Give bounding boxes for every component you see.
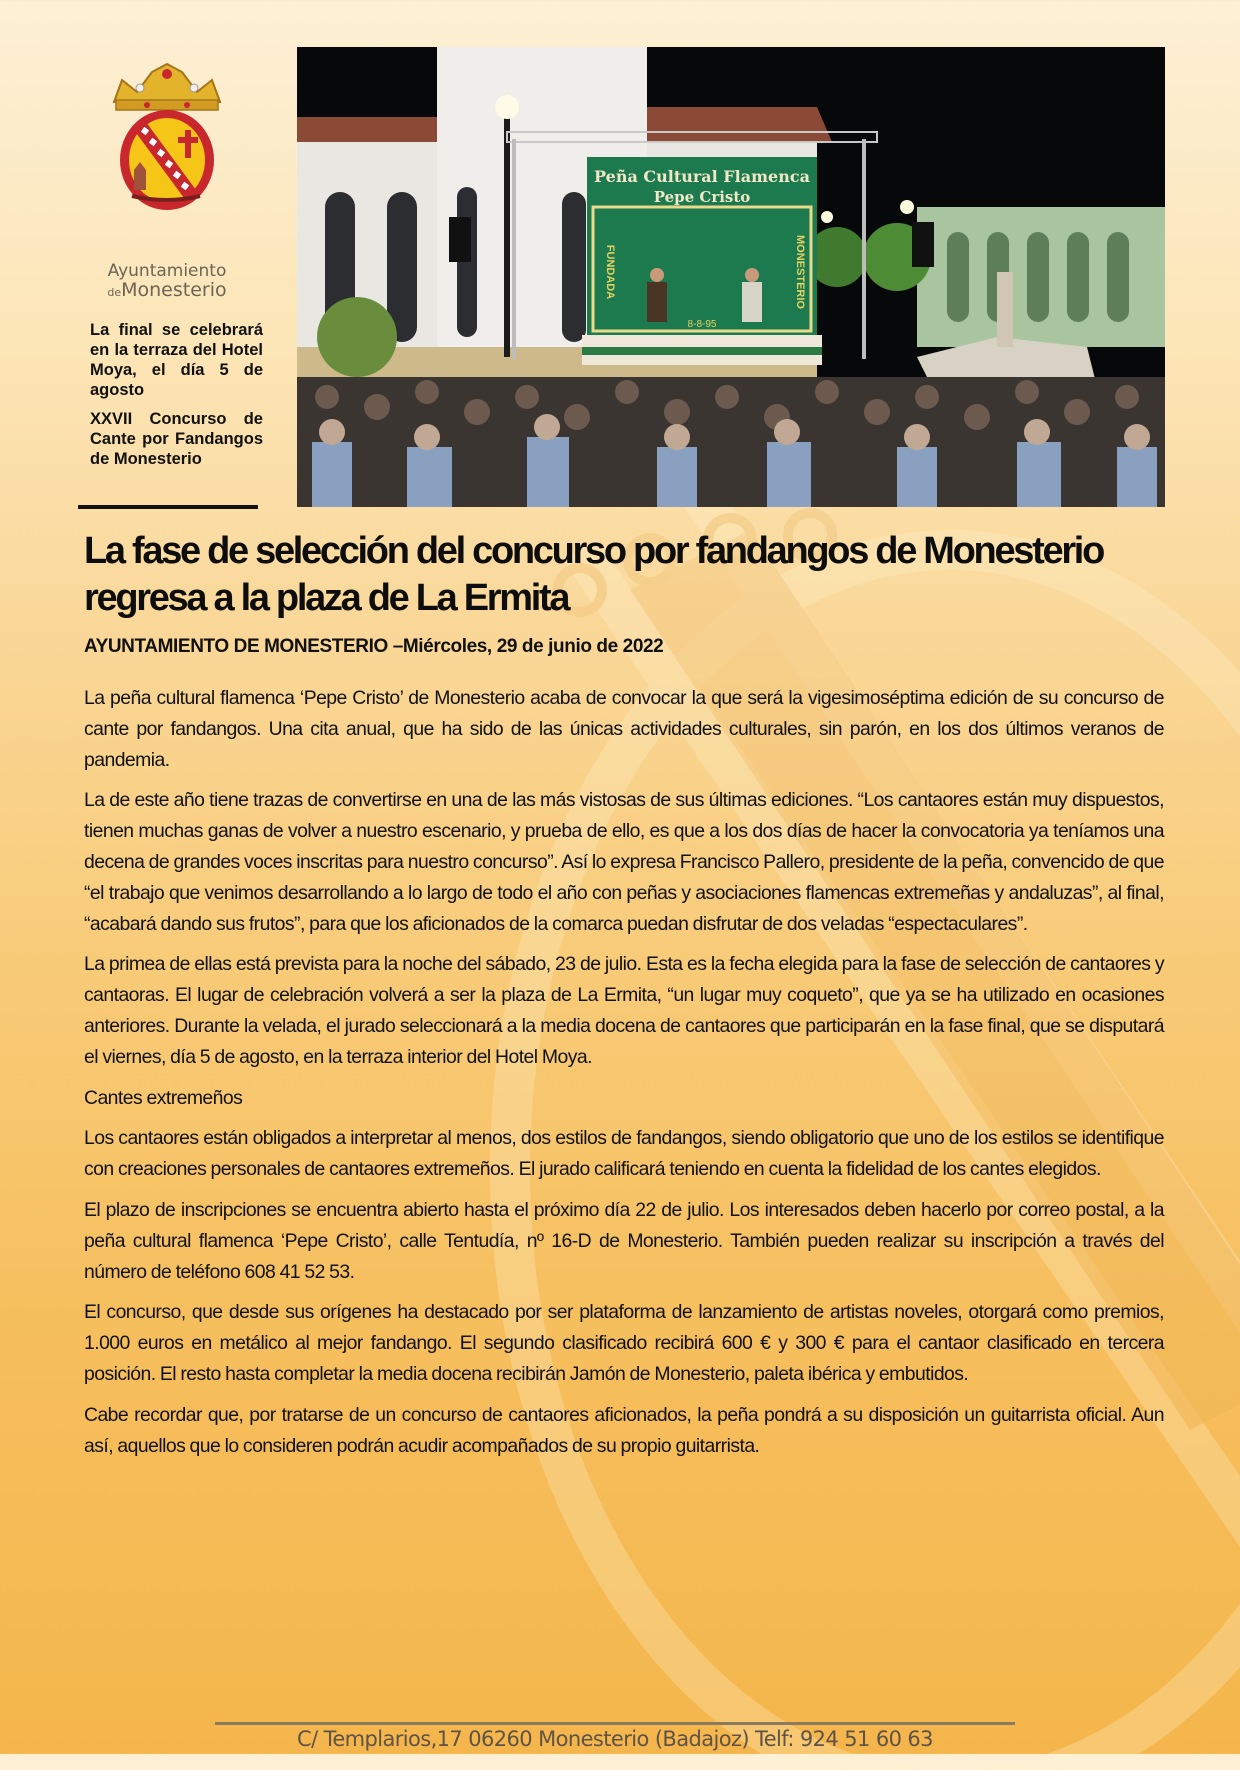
sidebar-note-contest: XXVII Concurso de Cante por Fandangos de Monesterio — [90, 410, 263, 468]
logo-line2 — [82, 281, 252, 302]
banner-subtitle: Pepe Cristo — [653, 188, 751, 206]
crown-icon — [114, 64, 220, 110]
banner-title: Peña Cultural Flamenca — [594, 167, 810, 186]
article-subheading: Cantes extremeños — [84, 1086, 243, 1109]
footer-address: C/ Templarios,17 06260 Monesterio (Badajoz) Telf: 924 51 60 63 — [297, 1727, 933, 1751]
event-photo — [297, 47, 1165, 507]
article-paragraph: Los cantaores están obligados a interpretar al menos, dos estilos de fandangos, siendo obligatorio que uno de los estilos se identifique con creaciones personales de cantaores extremeños. El jurado calificará teniendo en cuenta la fidelidad de los cantes elegidos. — [84, 1127, 1164, 1181]
article-paragraph: El plazo de inscripciones se encuentra abierto hasta el próximo día 22 de julio. Los interesados deben hacerlo por correo postal, a la peña cultural flamenca ‘Pepe Cristo’, calle Tentudía, nº 16-D de Monesterio. También pueden realizar su inscripción a través del número de teléfono 608 41 52 53. — [84, 1198, 1164, 1283]
article-paragraph: El concurso, que desde sus orígenes ha destacado por ser plataforma de lanzamiento de artistas noveles, otorgará como premios, 1.000 euros en metálico al mejor fandango. El segundo clasificado recibirá 600 € y 300 € para el cantaor clasificado en tercera posición. El resto hasta completar la media docena recibirán Jamón de Monesterio, paleta ibérica y embutidos. — [84, 1301, 1164, 1385]
article-paragraph: Cabe recordar que, por tratarse de un concurso de cantaores aficionados, la peña pondrá a su disposición un guitarrista oficial. Aun así, aquellos que lo consideren podrán acudir acompañados de su propio guitarrista. — [84, 1403, 1164, 1457]
event-photo-illustration — [297, 47, 1165, 507]
banner-right-text: MONESTERIO — [794, 235, 806, 309]
article-paragraph: La primea de ellas está prevista para la noche del sábado, 23 de julio. Esta es la fecha elegida para la fase de selección de cantaores y cantaoras. El lugar de celebración volverá a ser la plaza de La Ermita, “un lugar muy coqueto”, que ya se ha utilizado en ocasiones anteriores. Durante la velada, el jurado seleccionará a la media docena de cantaores que participarán en la fase final, que se disputará el viernes, día 5 de agosto, en la terraza interior del Hotel Moya. — [84, 953, 1164, 1068]
article-paragraph: La de este año tiene trazas de convertirse en una de las más vistosas de sus últimas ediciones. “Los cantaores están muy dispuestos, tienen muchas ganas de volver a nuestro escenario, y prueba de ello, es que a los dos días de hacer la convocatoria ya teníamos una decena de grandes voces inscritas para nuestro concurso”. Así lo expresa Francisco Pallero, presidente de la peña, convencido de que “el trabajo que venimos desarrollando a lo largo de todo el año con peñas y asociaciones flamencas extremeñas y andaluzas”, al final, “acabará dando sus frutos”, para que los aficionados de la comarca puedan disfrutar de dos veladas “espectaculares”. — [84, 789, 1164, 935]
stage-banner — [587, 157, 817, 337]
article-paragraph: La peña cultural flamenca ‘Pepe Cristo’ de Monesterio acaba de convocar la que será la vigesimoséptima edición de su concurso de cante por fandangos. Una cita anual, que ha sido de las únicas actividades culturales, sin parón, en los dos últimos veranos de pandemia. — [84, 687, 1164, 771]
coat-of-arms-logo — [92, 62, 242, 212]
shield-icon — [120, 110, 214, 210]
logo-line2-main: Monesterio — [121, 279, 227, 301]
article-body — [84, 683, 1164, 1471]
article-byline: AYUNTAMIENTO DE MONESTERIO –Miércoles, 29 de junio de 2022 — [84, 636, 664, 657]
banner-date: 8-8-95 — [687, 319, 717, 330]
logo-line1: Ayuntamiento — [107, 261, 227, 281]
footer-divider — [215, 1722, 1015, 1725]
banner-left-text: FUNDADA — [604, 244, 616, 300]
logo-line2-prefix: de — [107, 286, 122, 299]
sidebar-divider — [78, 505, 258, 509]
logo-wordmark — [82, 262, 252, 302]
sidebar-note-final: La final se celebrará en la terraza del Hotel Moya, el día 5 de agosto — [90, 321, 263, 399]
article-headline: La fase de selección del concurso por fandangos de Monesterio regresa a la plaza de La Ermita — [84, 530, 1103, 619]
